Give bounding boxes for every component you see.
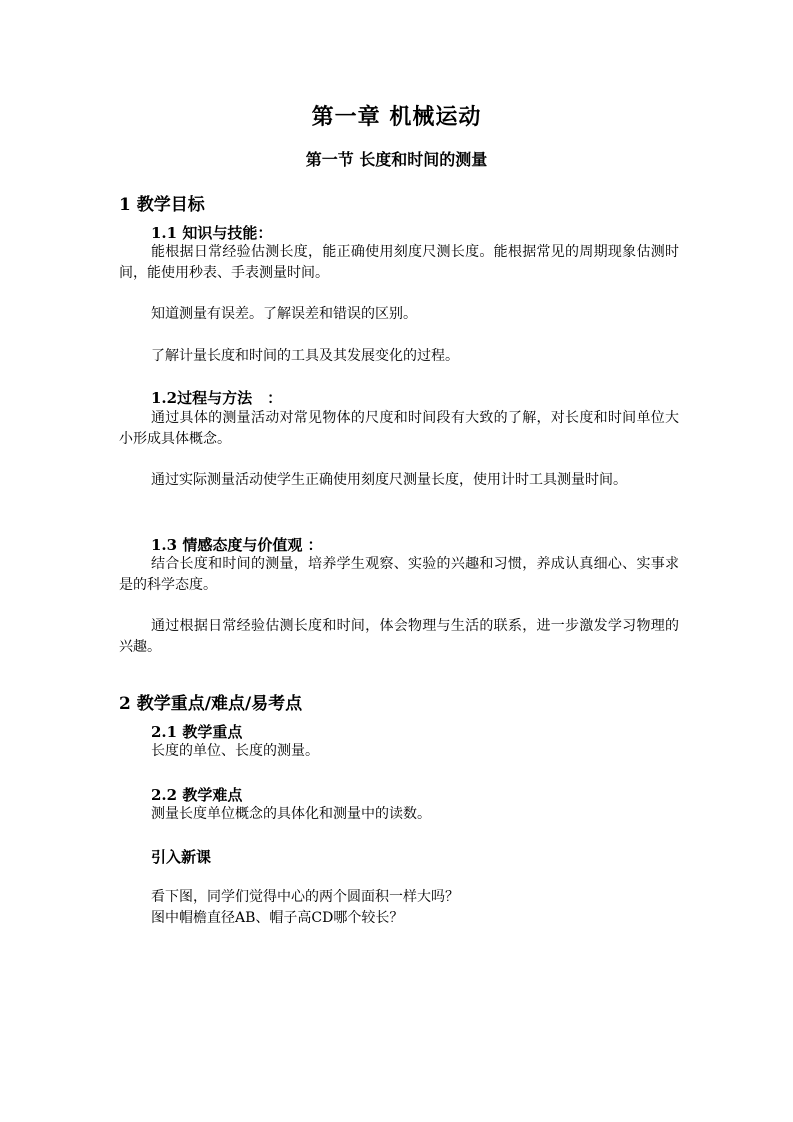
heading-key-points: 2 教学重点/难点/易考点: [119, 694, 303, 714]
paragraph-process-2: 通过实际测量活动使学生正确使用刻度尺测量长度，使用计时工具测量时间。: [151, 472, 627, 488]
heading-teaching-difficulty: 2.2 教学难点: [151, 786, 243, 804]
heading-new-lesson-intro: 引入新课: [151, 848, 212, 866]
chapter-title: 第一章 机械运动: [311, 104, 482, 130]
heading-teaching-focus: 2.1 教学重点: [151, 723, 243, 741]
paragraph-process-1: 通过具体的测量活动对常见物体的尺度和时间段有大致的了解，对长度和时间单位大小形成具体概念。: [119, 410, 679, 447]
paragraph-knowledge-2: 知道测量有误差。了解误差和错误的区别。: [151, 306, 417, 322]
heading-attitude-values: 1.3 情感态度与价值观 ：: [151, 536, 323, 554]
section-title: 第一节 长度和时间的测量: [305, 150, 488, 169]
text-teaching-difficulty: 测量长度单位概念的具体化和测量中的读数。: [151, 806, 431, 822]
text-intro-question-1: 看下图，同学们觉得中心的两个圆面积一样大吗？: [151, 889, 459, 905]
heading-teaching-objectives: 1 教学目标: [119, 195, 205, 215]
paragraph-knowledge-1: 能根据日常经验估测长度，能正确使用刻度尺测长度。能根据常见的周期现象估测时间，能使用秒表、手表测量时间。: [119, 244, 679, 281]
heading-process-methods: 1.2过程与方法 ：: [151, 389, 283, 407]
paragraph-attitude-1: 结合长度和时间的测量，培养学生观察、实验的兴趣和习惯，养成认真细心、实事求是的科学态度。: [119, 556, 679, 593]
paragraph-knowledge-3: 了解计量长度和时间的工具及其发展变化的过程。: [151, 348, 459, 364]
text-intro-question-2: 图中帽檐直径AB、帽子高CD哪个较长？: [151, 910, 404, 926]
text-teaching-focus: 长度的单位、长度的测量。: [151, 743, 319, 759]
heading-knowledge-skills: 1.1 知识与技能：: [151, 224, 273, 242]
paragraph-attitude-2: 通过根据日常经验估测长度和时间，体会物理与生活的联系，进一步激发学习物理的兴趣。: [119, 618, 679, 655]
